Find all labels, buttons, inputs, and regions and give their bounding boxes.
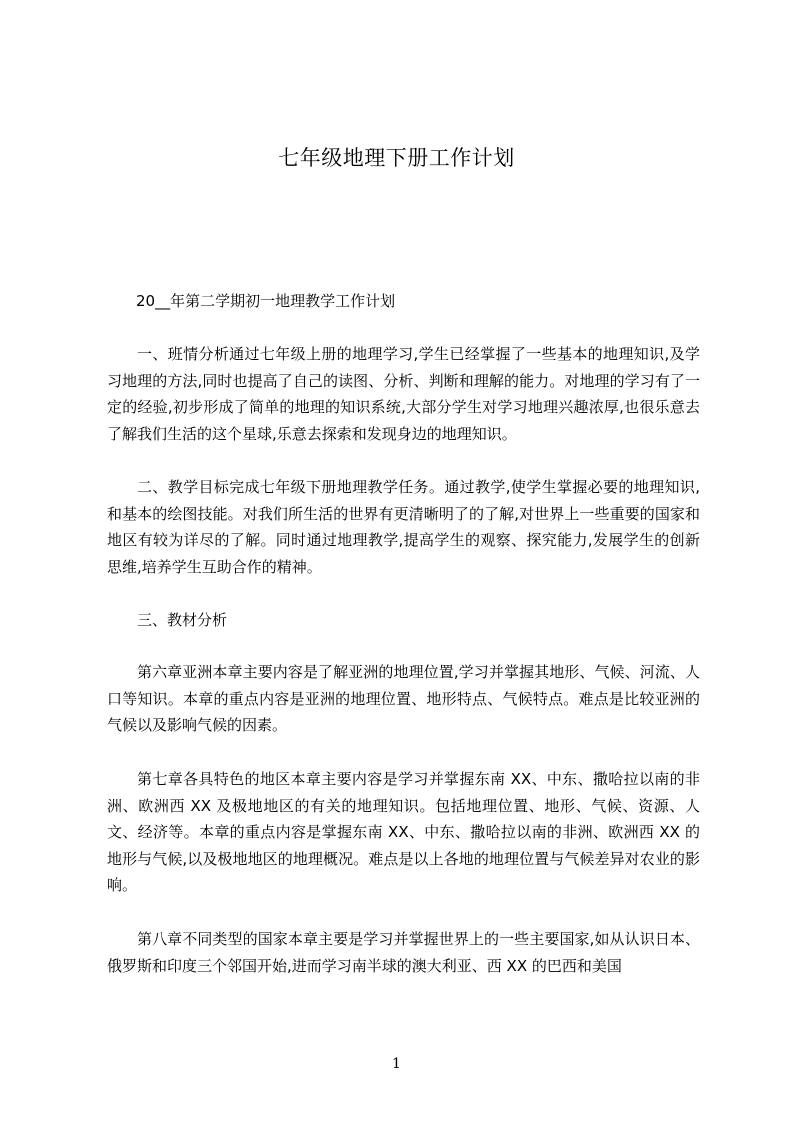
page-title: 七年级地理下册工作计划 (278, 146, 515, 170)
page-number: 1 (392, 1056, 401, 1072)
document-subtitle: 20__年第二学期初一地理教学工作计划 (136, 292, 396, 310)
section-heading-textbook-analysis: 三、教材分析 (137, 611, 228, 629)
paragraph-class-analysis: 一、班情分析通过七年级上册的地理学习,学生已经掌握了一些基本的地理知识,及学习地理的方法,同时也提高了自己的读图、分析、判断和理解的能力。对地理的学习有了一定的经验,初步形成了简单的地理的知识系统,大部分学生对学习地理兴趣浓厚,也很乐意去了解我们生活的这个星球,乐意去探索和发现身边的地理知识。 (107, 345, 700, 443)
paragraph-chapter-eight: 第八章不同类型的国家本章主要是学习并掌握世界上的一些主要国家,如从认识日本、俄罗斯和印度三个邻国开始,进而学习南半球的澳大利亚、西 XX 的巴西和美国 (107, 930, 700, 975)
paragraph-chapter-seven: 第七章各具特色的地区本章主要内容是学习并掌握东南 XX、中东、撒哈拉以南的非洲、欧洲西 XX 及极地地区的有关的地理知识。包括地理位置、地形、气候、资源、人文、经济等。本章的重点内容是掌握东南 XX、中东、撒哈拉以南的非洲、欧洲西 XX 的地形与气候,以及极地地区的地理概况。难点是以上各地的地理位置与气候差异对农业的影响。 (107, 770, 700, 894)
paragraph-teaching-goals: 二、教学目标完成七年级下册地理教学任务。通过教学,使学生掌握必要的地理知识,和基本的绘图技能。对我们所生活的世界有更清晰明了的了解,对世界上一些重要的国家和地区有较为详尽的了解。同时通过地理教学,提高学生的观察、探究能力,发展学生的创新思维,培养学生互助合作的精神。 (107, 478, 700, 576)
paragraph-chapter-six: 第六章亚洲本章主要内容是了解亚洲的地理位置,学习并掌握其地形、气候、河流、人口等知识。本章的重点内容是亚洲的地理位置、地形特点、气候特点。难点是比较亚洲的气候以及影响气候的因素。 (107, 663, 700, 734)
